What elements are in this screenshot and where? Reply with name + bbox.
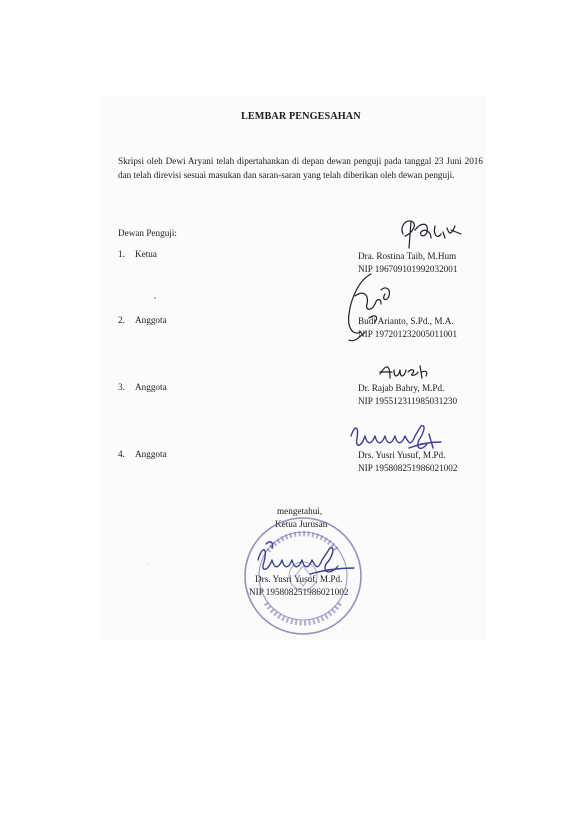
member-4-role: Anggota <box>135 449 167 459</box>
member-3-role: Anggota <box>135 382 167 392</box>
member-2-name: Budi Arianto, S.Pd., M.A. <box>358 316 454 326</box>
approval-nip: NIP 195808251986021002 <box>249 587 349 597</box>
signature-member-4 <box>347 418 447 458</box>
approval-known: mengetahui, <box>277 506 323 516</box>
member-3-name: Dr. Rajab Bahry, M.Pd. <box>358 383 445 393</box>
member-4-name: Drs. Yusri Yusuf, M.Pd. <box>358 450 446 460</box>
member-2-nip: NIP 197201232005011001 <box>358 329 458 339</box>
member-2-number: 2. <box>118 315 125 325</box>
member-4-nip: NIP 195808251986021002 <box>358 463 458 473</box>
approval-position: Ketua Jurusan <box>275 519 328 529</box>
signature-member-1 <box>395 212 465 254</box>
scan-speck <box>154 297 156 299</box>
page-title: LEMBAR PENGESAHAN <box>241 111 361 122</box>
approval-name: Drs. Yusri Yusuf, M.Pd. <box>255 574 343 584</box>
member-1-name: Dra. Rostina Taib, M.Hum <box>358 251 457 261</box>
member-1-role: Ketua <box>135 249 157 259</box>
intro-paragraph: Skripsi oleh Dewi Aryani telah dipertahankan di depan dewan penguji pada tanggal 23 Juni 2016 dan telah direvisi sesuai masukan dan saran-saran yang telah diberikan oleh dewan penguji. <box>118 156 483 180</box>
member-4-number: 4. <box>118 449 125 459</box>
scan-speck <box>148 563 149 564</box>
member-2-role: Anggota <box>135 315 167 325</box>
board-label: Dewan Penguji: <box>118 228 177 238</box>
member-3-number: 3. <box>118 382 125 392</box>
member-3-nip: NIP 195512311985031230 <box>358 396 458 406</box>
member-1-nip: NIP 196709101992032001 <box>358 264 458 274</box>
signature-member-2 <box>335 270 405 348</box>
signature-member-3 <box>376 360 438 386</box>
member-1-number: 1. <box>118 249 125 259</box>
signature-approval <box>250 536 358 582</box>
